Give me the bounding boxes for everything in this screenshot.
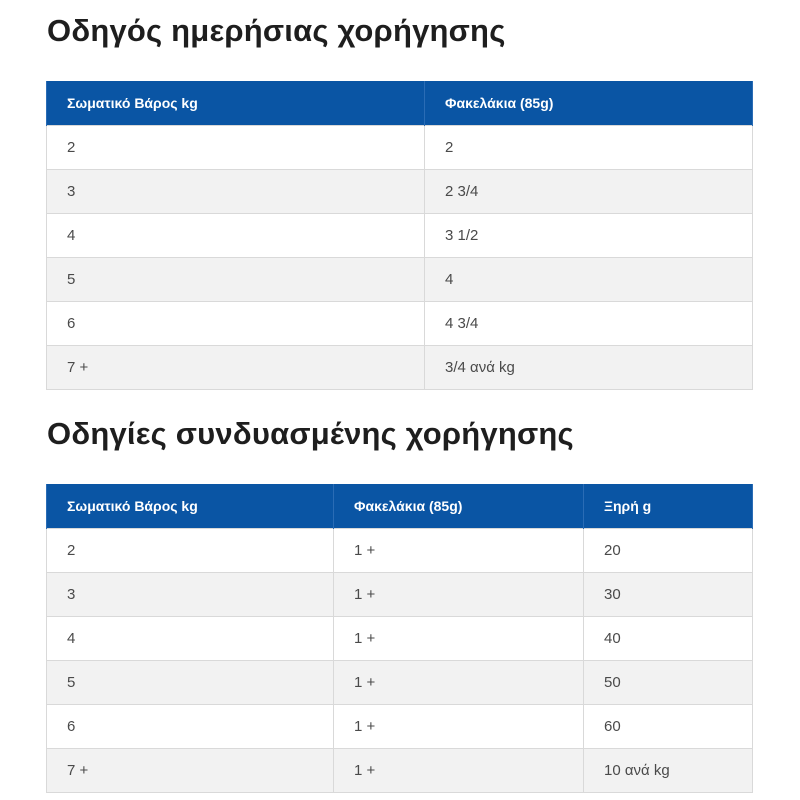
cell-dry-food: 30 [584,572,753,616]
table-row [47,528,753,572]
cell-pouches: 2 [425,125,753,169]
daily-guide-title: Οδηγός ημερήσιας χορήγησης [47,13,506,48]
cell-body-weight: 5 [47,660,334,704]
cell-pouches: 1 + [334,660,584,704]
combined-guide-table [46,484,753,793]
table-row [47,572,753,616]
table-row [47,704,753,748]
cell-body-weight: 7 + [47,345,425,389]
column-header-pouches: Φακελάκια (85g) [334,484,584,528]
cell-body-weight: 5 [47,257,425,301]
cell-dry-food: 10 ανά kg [584,748,753,792]
column-header-body-weight: Σωματικό Βάρος kg [47,484,334,528]
table-row [47,169,753,213]
daily-guide-table [46,81,753,390]
column-header-body-weight: Σωματικό Βάρος kg [47,81,425,125]
table-row [47,257,753,301]
table-row [47,125,753,169]
table-row [47,616,753,660]
table-row [47,301,753,345]
cell-body-weight: 3 [47,169,425,213]
cell-body-weight: 3 [47,572,334,616]
cell-body-weight: 2 [47,528,334,572]
cell-pouches: 1 + [334,528,584,572]
table-row [47,345,753,389]
cell-pouches: 1 + [334,616,584,660]
cell-body-weight: 4 [47,616,334,660]
cell-pouches: 3/4 ανά kg [425,345,753,389]
cell-pouches: 1 + [334,748,584,792]
cell-dry-food: 40 [584,616,753,660]
cell-dry-food: 60 [584,704,753,748]
table-row [47,748,753,792]
cell-body-weight: 6 [47,301,425,345]
table-header-row [47,81,753,125]
column-header-dry-food: Ξηρή g [584,484,753,528]
cell-body-weight: 4 [47,213,425,257]
cell-pouches: 3 1/2 [425,213,753,257]
cell-body-weight: 6 [47,704,334,748]
column-header-pouches: Φακελάκια (85g) [425,81,753,125]
combined-guide-title: Οδηγίες συνδυασμένης χορήγησης [47,416,574,451]
cell-pouches: 4 [425,257,753,301]
cell-pouches: 2 3/4 [425,169,753,213]
cell-body-weight: 7 + [47,748,334,792]
cell-dry-food: 20 [584,528,753,572]
cell-pouches: 1 + [334,572,584,616]
cell-body-weight: 2 [47,125,425,169]
table-row [47,213,753,257]
table-row [47,660,753,704]
table-header-row [47,484,753,528]
cell-pouches: 4 3/4 [425,301,753,345]
cell-pouches: 1 + [334,704,584,748]
cell-dry-food: 50 [584,660,753,704]
